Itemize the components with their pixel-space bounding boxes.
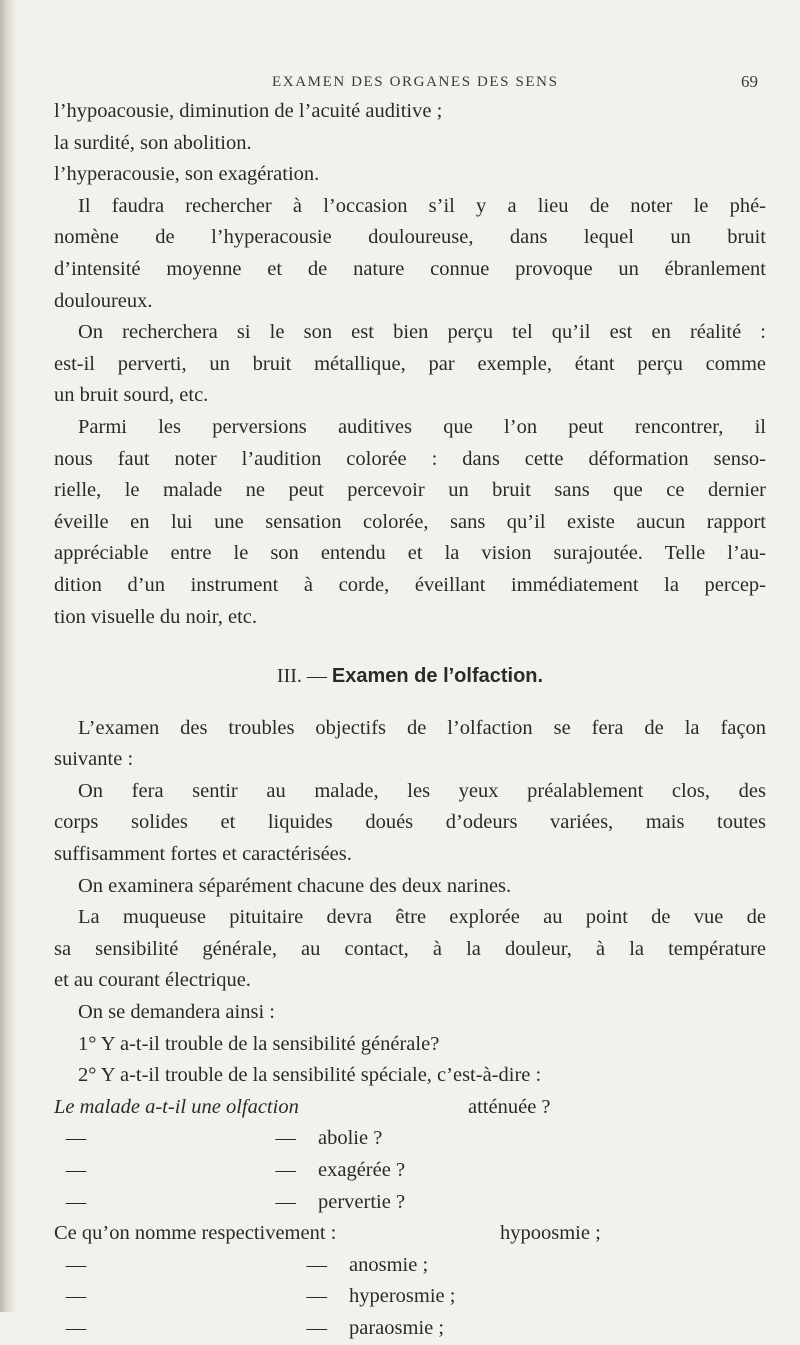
naming-term: hypoosmie ; [500,1222,601,1245]
paragraph-line: l’hypoacousie, diminution de l’acuité auditive ; [54,100,443,122]
ditto-dash: — [306,1316,327,1339]
body-text [54,96,766,1345]
page-number: 69 [741,72,758,91]
ditto-dash: — [65,1159,87,1181]
paragraph-line: appréciable entre le son entendu et la vision surajoutée. Telle l’au- [54,542,766,565]
paragraph-line: la surdité, son abolition. [54,131,252,154]
naming-row [54,1218,766,1250]
naming-term: hyperosmie ; [349,1285,456,1308]
paragraph-line: suivante : [54,748,134,771]
ditto-dash: — [65,1190,87,1213]
running-head: EXAMEN DES ORGANES DES SENS [272,74,559,90]
paragraph-line: On recherchera si le son est bien perçu tel qu’il est en réalité : [78,321,766,344]
paragraph-line: On examinera séparément chacune des deux narines. [78,874,512,897]
question-row [54,1123,766,1155]
paragraph-line: et au courant électrique. [54,969,251,992]
list-item: 1° Y a-t-il trouble de la sensibilité générale? [78,1032,440,1055]
paragraph-line: corps solides et liquides doués d’odeurs variées, mais toutes [54,811,766,834]
question-row [54,1092,766,1124]
naming-term: paraosmie ; [349,1316,445,1339]
paragraph-line: L’examen des troubles objectifs de l’olfaction se fera de la façon [78,716,766,739]
question-row [54,1187,766,1219]
paragraph-line: tion visuelle du noir, etc. [54,605,257,628]
question-lead: Le malade a-t-il une olfaction [54,1095,299,1118]
ditto-dash: — [65,1127,87,1150]
naming-row [54,1250,766,1282]
paragraph-line: suffisamment fortes et caractérisées. [54,843,352,866]
paragraph-line: Il faudra rechercher à l’occasion s’il y a lieu de noter le phé- [78,194,766,217]
section-title: Examen de l’olfaction. [331,665,544,688]
question-term: exagérée ? [318,1159,406,1181]
paragraph-line: douloureux. [54,289,153,312]
naming-term: anosmie ; [349,1253,429,1276]
paragraph-line: un bruit sourd, etc. [54,384,209,407]
ditto-dash: — [306,1285,327,1308]
naming-lead: Ce qu’on nomme respectivement : [54,1222,337,1245]
list-item: 2° Y a-t-il trouble de la sensibilité spéciale, c’est-à-dire : [78,1064,542,1087]
paragraph-line: La muqueuse pituitaire devra être explorée au point de vue de [78,906,766,929]
question-term: atténuée ? [468,1095,551,1118]
ditto-dash: — [275,1159,296,1181]
ditto-dash: — [65,1316,87,1339]
section-number: III. — [276,665,327,688]
paragraph-line: l’hyperacousie, son exagération. [54,163,320,186]
ditto-dash: — [306,1253,327,1276]
paragraph-line: rielle, le malade ne peut percevoir un bruit sans que ce dernier [54,479,766,502]
ditto-dash: — [275,1127,296,1150]
naming-row [54,1281,766,1313]
question-row [54,1155,766,1187]
ditto-dash: — [65,1285,87,1308]
naming-row [54,1313,766,1345]
paragraph-line: Parmi les perversions auditives que l’on peut rencontrer, il [78,415,766,438]
paragraph-line: On fera sentir au malade, les yeux préalablement clos, des [78,779,766,802]
question-term: pervertie ? [318,1190,406,1213]
ditto-dash: — [275,1190,296,1213]
paragraph-line: sa sensibilité générale, au contact, à la douleur, à la température [54,937,766,960]
paragraph-line: nous faut noter l’audition colorée : dans cette déformation senso- [54,447,766,470]
paragraph-line: nomène de l’hyperacousie douloureuse, dans lequel un bruit [54,226,766,249]
ditto-dash: — [65,1253,87,1276]
paragraph-line: d’intensité moyenne et de nature connue provoque un ébranlement [54,257,766,280]
paragraph-line: est-il perverti, un bruit métallique, par exemple, étant perçu comme [54,352,766,375]
question-term: abolie ? [318,1127,383,1150]
paragraph-line: On se demandera ainsi : [78,1001,275,1024]
paragraph-line: éveille en lui une sensation colorée, sans qu’il existe aucun rapport [54,510,766,533]
page-edge-shadow [0,0,16,1312]
paragraph-line: dition d’un instrument à corde, éveillant immédiatement la percep- [54,573,766,596]
section-heading [54,661,766,693]
